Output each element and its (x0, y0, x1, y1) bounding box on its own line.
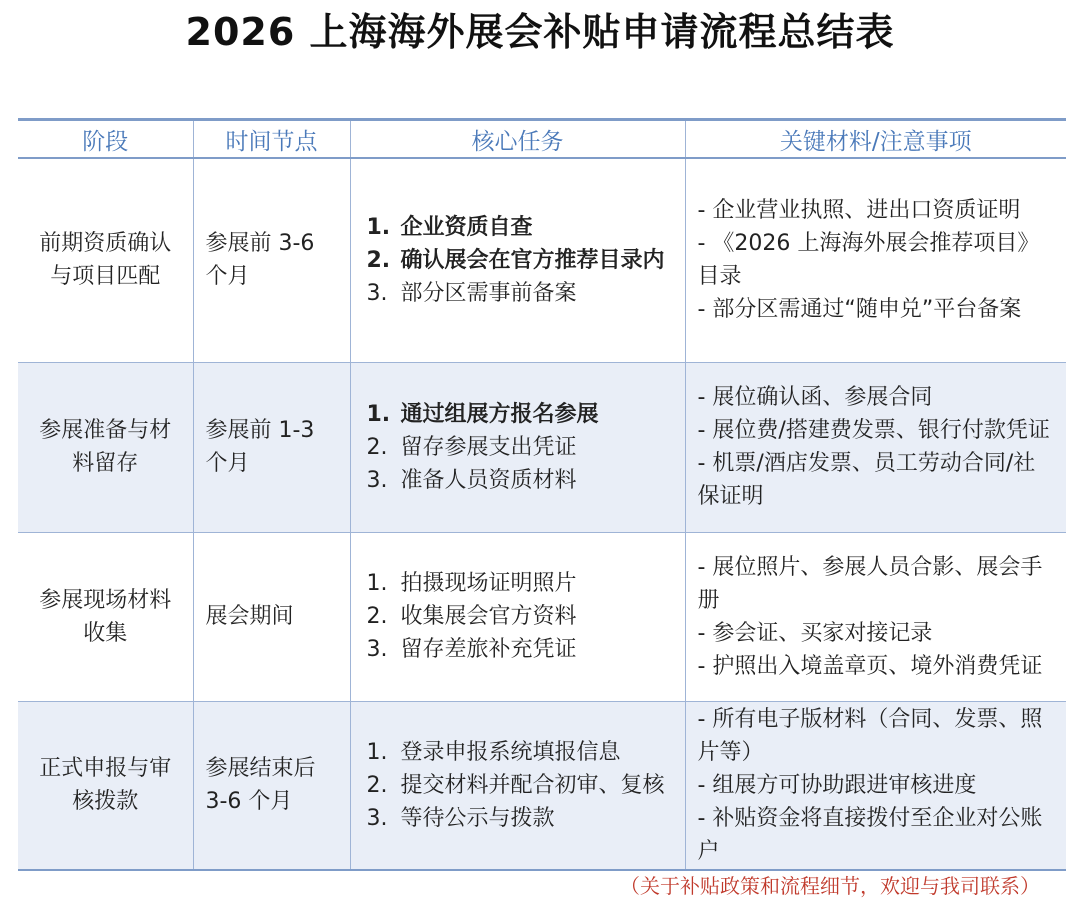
task-item: 3. 准备人员资质材料 (366, 467, 577, 493)
materials-cell (685, 362, 1066, 532)
materials-cell (685, 532, 1066, 701)
task-item: 2. 确认展会在官方推荐目录内 (366, 247, 665, 273)
time-cell: 参展结束后 3-6 个月 (193, 701, 350, 870)
time-cell: 展会期间 (193, 532, 350, 701)
material-item: - 展位照片、参展人员合影、展会手册 (697, 554, 1043, 613)
time-cell: 参展前 3-6 个月 (193, 158, 350, 362)
stage-cell: 参展准备与材料留存 (18, 362, 193, 532)
material-item: - 补贴资金将直接拨付至企业对公账户 (697, 805, 1043, 864)
task-item: 1. 登录申报系统填报信息 (366, 739, 621, 765)
material-item: - 护照出入境盖章页、境外消费凭证 (697, 653, 1043, 679)
material-item: - 展位确认函、参展合同 (697, 385, 933, 410)
table-row (18, 532, 1066, 701)
tasks-cell (350, 532, 685, 701)
stage-cell: 参展现场材料收集 (18, 532, 193, 701)
stage-cell: 前期资质确认与项目匹配 (18, 158, 193, 362)
tasks-cell (350, 158, 685, 362)
header-tasks: 核心任务 (350, 120, 685, 159)
task-item: 3. 等待公示与拨款 (366, 805, 555, 831)
material-item: - 所有电子版材料（合同、发票、照片等） (697, 706, 1043, 765)
table-row (18, 701, 1066, 870)
stage-cell: 正式申报与审核拨款 (18, 701, 193, 870)
task-item: 2. 提交材料并配合初审、复核 (366, 772, 665, 798)
time-cell: 参展前 1-3 个月 (193, 362, 350, 532)
header-materials: 关键材料/注意事项 (685, 120, 1066, 159)
header-time: 时间节点 (193, 120, 350, 159)
material-item: - 部分区需通过“随申兑”平台备案 (697, 297, 1022, 323)
contact-note: （关于补贴政策和流程细节，欢迎与我司联系） (620, 874, 1040, 898)
process-summary-table (18, 118, 1066, 871)
table-row (18, 158, 1066, 362)
task-item: 3. 留存差旅补充凭证 (366, 637, 577, 662)
table-row (18, 362, 1066, 532)
header-stage: 阶段 (18, 120, 193, 159)
task-item: 2. 收集展会官方资料 (366, 604, 577, 629)
tasks-cell (350, 362, 685, 532)
material-item: - 《2026 上海海外展会推荐项目》目录 (697, 231, 1040, 290)
task-item: 1. 企业资质自查 (366, 214, 533, 240)
material-item: - 企业营业执照、进出口资质证明 (697, 198, 1021, 224)
material-item: - 展位费/搭建费发票、银行付款凭证 (697, 418, 1050, 443)
materials-cell (685, 701, 1066, 870)
material-item: - 组展方可协助跟进审核进度 (697, 772, 977, 798)
materials-cell (685, 158, 1066, 362)
task-item: 2. 留存参展支出凭证 (366, 434, 577, 460)
task-item: 3. 部分区需事前备案 (366, 280, 577, 306)
task-item: 1. 拍摄现场证明照片 (366, 571, 577, 596)
material-item: - 机票/酒店发票、员工劳动合同/社保证明 (697, 451, 1036, 509)
tasks-cell (350, 701, 685, 870)
material-item: - 参会证、买家对接记录 (697, 620, 933, 646)
table-header-row (18, 120, 1066, 159)
page-title: 2026 上海海外展会补贴申请流程总结表 (185, 10, 895, 54)
task-item: 1. 通过组展方报名参展 (366, 401, 599, 427)
